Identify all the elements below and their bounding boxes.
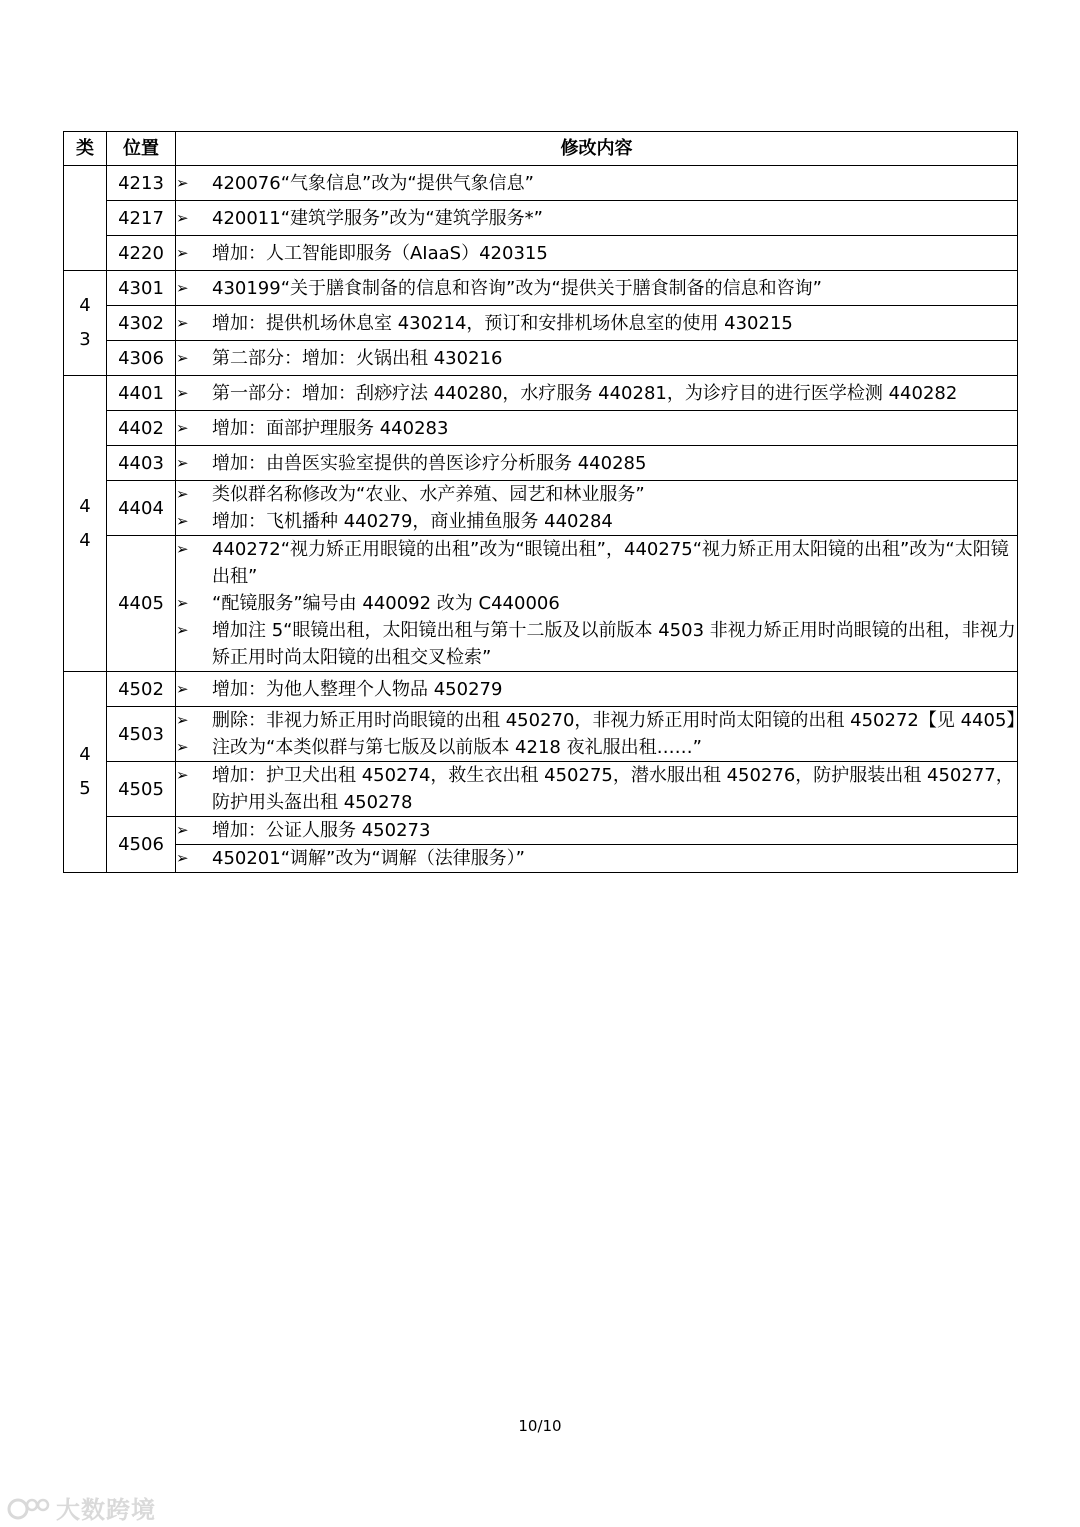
change-cell [176, 845, 1018, 873]
position-cell: 4220 [107, 236, 176, 271]
table-row [64, 817, 1018, 845]
change-item [176, 734, 1017, 761]
header-class: 类 [64, 132, 107, 166]
bullet-icon: ➢ [176, 313, 189, 332]
change-item [176, 707, 1025, 734]
change-text: 第二部分：增加：火锅出租 430216 [212, 347, 503, 369]
bullet-icon: ➢ [176, 594, 189, 612]
change-item [176, 415, 1017, 442]
table-row [64, 411, 1018, 446]
bullet-icon: ➢ [176, 849, 189, 867]
change-text: “配镜服务”编号由 440092 改为 C440006 [212, 593, 560, 614]
table-row [64, 672, 1018, 707]
class-digit: 4 [79, 744, 91, 765]
position-cell: 4404 [107, 481, 176, 536]
bullet-icon: ➢ [176, 418, 189, 437]
change-item [176, 170, 1017, 197]
table-row [64, 166, 1018, 201]
change-item [176, 310, 1017, 337]
change-item [176, 240, 1017, 267]
change-text: 增加：人工智能即服务（AIaaS）420315 [212, 242, 548, 264]
change-cell [176, 201, 1018, 236]
change-item [176, 617, 1017, 671]
change-text: 增加：由兽医实验室提供的兽医诊疗分析服务 440285 [212, 452, 647, 474]
bullet-icon: ➢ [176, 453, 189, 472]
change-text: 增加：为他人整理个人物品 450279 [212, 678, 503, 700]
table-row [64, 201, 1018, 236]
position-cell: 4401 [107, 376, 176, 411]
header-change: 修改内容 [176, 132, 1018, 166]
bullet-icon: ➢ [176, 383, 189, 402]
position-cell: 4503 [107, 707, 176, 762]
class-digit: 3 [79, 329, 91, 350]
class-digit: 4 [79, 495, 91, 517]
position-cell: 4506 [107, 817, 176, 873]
change-cell [176, 817, 1018, 845]
header-position: 位置 [107, 132, 176, 166]
change-text: 增加注 5“眼镜出租，太阳镜出租与第十二版及以前版本 4503 非视力矫正用时尚眼镜的出租，非视力矫正用时尚太阳镜的出租交叉检索” [212, 620, 1016, 668]
change-cell [176, 306, 1018, 341]
table-row [64, 845, 1018, 873]
change-cell [176, 411, 1018, 446]
change-text: 450201“调解”改为“调解（法律服务）” [212, 848, 526, 869]
change-cell [176, 271, 1018, 306]
bullet-icon: ➢ [176, 711, 189, 729]
class-digit: 4 [79, 295, 91, 316]
change-text: 第一部分：增加：刮痧疗法 440280，水疗服务 440281，为诊疗目的进行医学检测 440282 [212, 382, 958, 404]
watermark-text: 大数跨境 [56, 1496, 156, 1524]
change-cell [176, 236, 1018, 271]
change-item [176, 845, 1017, 872]
table-header-row [64, 132, 1018, 166]
change-cell [176, 707, 1025, 762]
change-cell [176, 481, 1018, 536]
change-item [176, 450, 1017, 477]
bullet-icon: ➢ [176, 512, 189, 530]
position-cell: 4505 [107, 762, 176, 817]
bullet-icon: ➢ [176, 485, 189, 503]
change-text: 注改为“本类似群与第七版及以前版本 4218 夜礼服出租……” [212, 737, 702, 758]
position-cell: 4502 [107, 672, 176, 707]
change-text: 440272“视力矫正用眼镜的出租”改为“眼镜出租”，440275“视力矫正用太阳镜的出租”改为“太阳镜出租” [212, 539, 1009, 587]
bullet-icon: ➢ [176, 738, 189, 756]
change-cell [176, 446, 1018, 481]
change-item [176, 345, 1017, 372]
change-item [176, 481, 1017, 508]
change-item [176, 205, 1017, 232]
logo-icon [6, 1493, 52, 1523]
change-cell [176, 341, 1018, 376]
watermark [6, 1490, 156, 1525]
table-row [64, 271, 1018, 306]
table-row [64, 306, 1018, 341]
change-cell [176, 536, 1018, 672]
change-cell [176, 166, 1018, 201]
class-cell [64, 672, 107, 873]
class-cell [64, 376, 107, 672]
position-cell: 4405 [107, 536, 176, 672]
change-text: 增加：飞机播种 440279，商业捕鱼服务 440284 [212, 511, 613, 532]
class-cell [64, 271, 107, 376]
table-row [64, 707, 1018, 762]
table-row [64, 376, 1018, 411]
change-item [176, 817, 1017, 844]
table-row [64, 446, 1018, 481]
change-text: 类似群名称修改为“农业、水产养殖、园艺和林业服务” [212, 484, 645, 505]
class-cell [64, 166, 107, 271]
position-cell: 4213 [107, 166, 176, 201]
change-text: 增加：提供机场休息室 430214，预订和安排机场休息室的使用 430215 [212, 312, 793, 334]
bullet-icon: ➢ [176, 679, 189, 698]
change-item [176, 676, 1017, 703]
bullet-icon: ➢ [176, 821, 189, 839]
bullet-icon: ➢ [176, 348, 189, 367]
table-row [64, 762, 1018, 817]
change-item [176, 536, 1017, 590]
table-row [64, 481, 1018, 536]
position-cell: 4402 [107, 411, 176, 446]
change-text: 增加：面部护理服务 440283 [212, 417, 449, 439]
bullet-icon: ➢ [176, 540, 189, 558]
change-item [176, 380, 1017, 407]
change-cell [176, 762, 1018, 817]
change-text: 删除：非视力矫正用时尚眼镜的出租 450270，非视力矫正用时尚太阳镜的出租 450272【见 4405】 [212, 710, 1025, 731]
change-cell [176, 672, 1018, 707]
table-row [64, 236, 1018, 271]
bullet-icon: ➢ [176, 766, 189, 784]
position-cell: 4302 [107, 306, 176, 341]
position-cell: 4301 [107, 271, 176, 306]
bullet-icon: ➢ [176, 278, 189, 297]
change-item [176, 275, 1017, 302]
position-cell: 4217 [107, 201, 176, 236]
change-item [176, 508, 1017, 535]
table-row [64, 536, 1018, 672]
bullet-icon: ➢ [176, 208, 189, 227]
change-text: 增加：护卫犬出租 450274，救生衣出租 450275，潜水服出租 450276，防护服装出租 450277，防护用头盔出租 450278 [212, 765, 1014, 813]
change-item [176, 590, 1017, 617]
bullet-icon: ➢ [176, 173, 189, 192]
position-cell: 4306 [107, 341, 176, 376]
class-digit: 4 [79, 529, 91, 551]
change-cell [176, 376, 1018, 411]
bullet-icon: ➢ [176, 621, 189, 639]
bullet-icon: ➢ [176, 243, 189, 262]
amendment-table [63, 131, 1025, 873]
change-text: 420011“建筑学服务”改为“建筑学服务*” [212, 207, 544, 229]
class-digit: 5 [79, 778, 91, 799]
change-text: 430199“关于膳食制备的信息和咨询”改为“提供关于膳食制备的信息和咨询” [212, 277, 823, 299]
page-number: 10/10 [518, 1417, 562, 1435]
change-text: 增加：公证人服务 450273 [212, 820, 431, 841]
change-text: 420076“气象信息”改为“提供气象信息” [212, 172, 535, 194]
position-cell: 4403 [107, 446, 176, 481]
table-row [64, 341, 1018, 376]
change-item [176, 762, 1017, 816]
